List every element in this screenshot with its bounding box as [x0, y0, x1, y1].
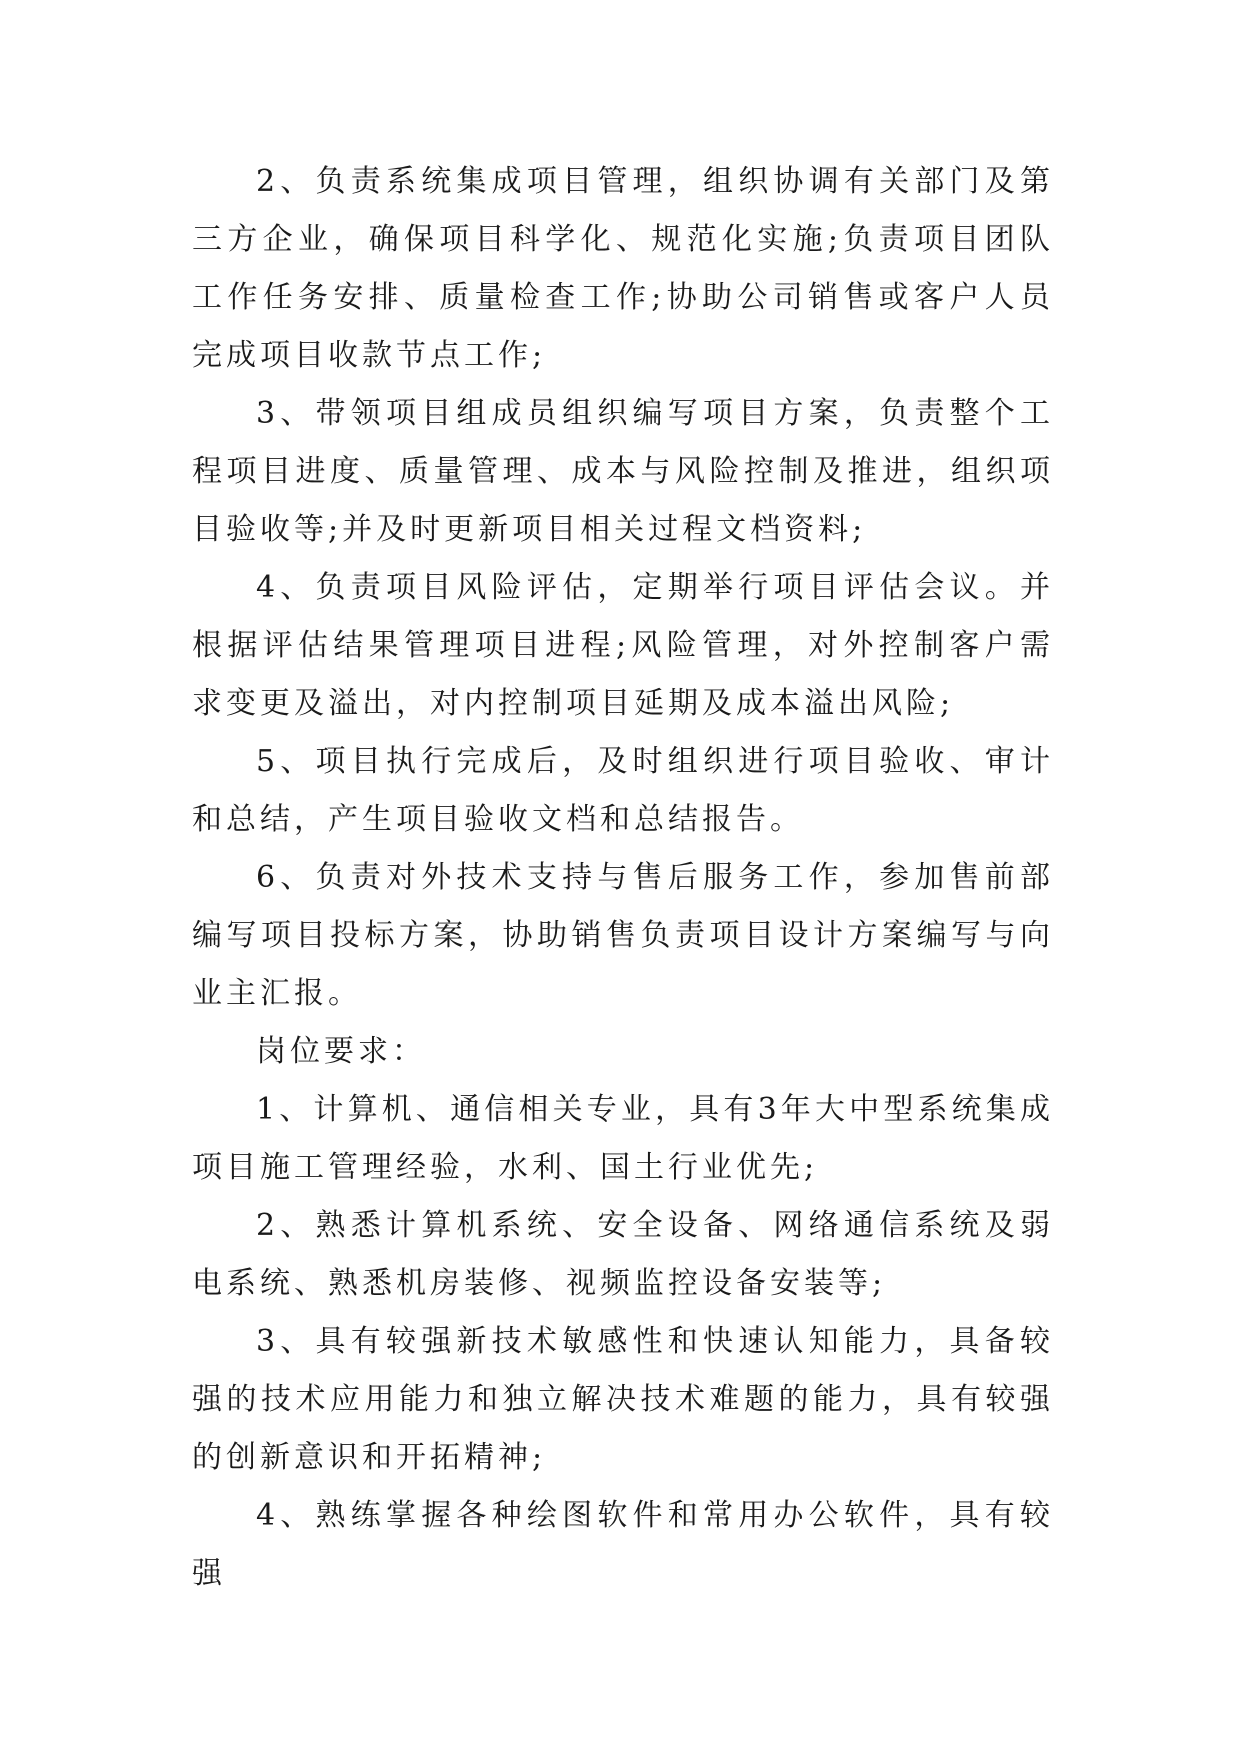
paragraph-requirement-3: 3、具有较强新技术敏感性和快速认知能力，具备较强的技术应用能力和独立解决技术难题的能力，具有较强的创新意识和开拓精神; [192, 1324, 1054, 1475]
paragraph-duty-4: 4、负责项目风险评估，定期举行项目评估会议。并根据评估结果管理项目进程;风险管理，对外控制客户需求变更及溢出，对内控制项目延期及成本溢出风险; [192, 570, 1054, 721]
section-heading-requirements: 岗位要求： [256, 1034, 426, 1069]
paragraph-requirement-4: 4、熟练掌握各种绘图软件和常用办公软件，具有较强 [192, 1498, 1054, 1591]
paragraph-duty-5: 5、项目执行完成后，及时组织进行项目验收、审计和总结，产生项目验收文档和总结报告。 [192, 744, 1054, 837]
paragraph-duty-2: 2、负责系统集成项目管理，组织协调有关部门及第三方企业，确保项目科学化、规范化实施;负责项目团队工作任务安排、质量检查工作;协助公司销售或客户人员完成项目收款节点工作; [192, 164, 1054, 373]
paragraph-requirement-2: 2、熟悉计算机系统、安全设备、网络通信系统及弱电系统、熟悉机房装修、视频监控设备安装等; [192, 1208, 1054, 1301]
paragraph-requirement-1: 1、计算机、通信相关专业，具有3年大中型系统集成项目施工管理经验，水利、国土行业优先; [192, 1092, 1054, 1185]
document-body [192, 153, 1054, 1603]
paragraph-duty-3: 3、带领项目组成员组织编写项目方案，负责整个工程项目进度、质量管理、成本与风险控制及推进，组织项目验收等;并及时更新项目相关过程文档资料; [192, 396, 1054, 547]
paragraph-duty-6: 6、负责对外技术支持与售后服务工作，参加售前部编写项目投标方案，协助销售负责项目设计方案编写与向业主汇报。 [192, 860, 1054, 1011]
